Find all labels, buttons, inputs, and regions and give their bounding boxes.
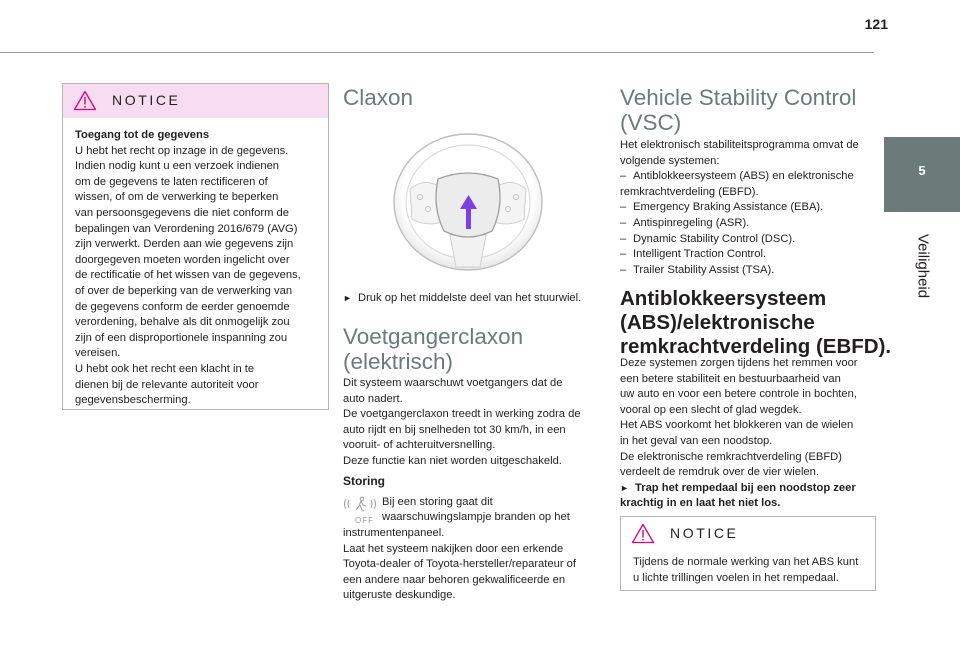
notice-header [63,84,328,118]
vsc-description [620,138,876,278]
notice-line: de gegevens conform de eerder genoemde [75,300,290,313]
abs-action-text: Trap het rempedaal bij een noodstop zeer [635,481,856,494]
vsc-heading-line: Vehicle Stability Control [620,85,857,110]
fault-line: waarschuwingslampje branden op het [382,511,570,523]
fault-description [343,526,605,604]
abs-heading-line: Antiblokkeersysteem [620,287,827,310]
vsc-list-item [620,216,876,232]
pedestrian-line: Deze functie kan niet worden uitgeschakeld. [343,454,562,467]
warning-icon [631,523,655,544]
pedestrian-line: auto rijdt en bij snelheden tot 30 km/h, in een [343,423,566,436]
pedestrian-heading [343,324,523,374]
vsc-list-item-continued: remkrachtverdeling (EBFD). [620,185,759,198]
claxon-instruction-text: Druk op het middelste deel van het stuurwiel. [358,292,582,304]
arrow-bullet-icon: ► [620,482,629,493]
top-rule [0,52,874,53]
chapter-number: 5 [918,163,926,178]
abs-heading-line: remkrachtverdeling (EBFD). [620,335,892,358]
fault-desc-line: Toyota-dealer of Toyota-hersteller/reparateur of [343,558,576,571]
notice-title: NOTICE [670,525,739,541]
claxon-instruction [343,291,620,307]
claxon-heading: Claxon [343,85,414,110]
notice-line: U hebt het recht op inzage in de gegevens. [75,144,289,157]
vsc-item-text: Antiblokkeersysteem (ABS) en elektronische [633,170,854,183]
notice-line: u lichte trillingen voelen in het rempedaal. [633,571,839,584]
pedestrian-heading-line: Voetgangerclaxon [343,324,524,349]
fault-heading: Storing [343,474,385,488]
pedestrian-warning-lamp-icon [343,496,377,525]
fault-desc-line: Laat het systeem nakijken door een erkende [343,542,564,555]
pedestrian-line: De voetgangerclaxon treedt in werking zodra de [343,408,581,421]
dash-bullet: – [620,263,627,276]
notice-line: Tijdens de normale werking van het ABS kunt [633,556,859,568]
vsc-intro-line: volgende systemen: [620,154,720,167]
vsc-list-item [620,232,876,248]
notice-line: gegevensbescherming. [75,394,191,407]
chapter-tab[interactable] [884,137,960,212]
warning-icon [73,90,97,111]
notice-line: vereisen. [75,347,121,360]
vsc-item-text: Antispinregeling (ASR). [633,216,750,229]
dash-bullet: – [620,232,627,245]
pedestrian-line: Dit systeem waarschuwt voetgangers dat de [343,377,563,389]
pedestrian-line: vooruit- of achteruitversnelling. [343,439,496,452]
pedestrian-sound-icon [343,496,377,512]
notice-line: van persoonsgegevens die niet conform de [75,206,289,219]
steering-wheel-illustration [380,127,550,277]
dash-bullet: – [620,201,627,214]
abs-line: vooral op een slecht of glad wegdek. [620,403,802,416]
vsc-item-text: Intelligent Traction Control. [633,248,767,261]
notice-line: wissen, of om de verwerking te beperken [75,191,279,204]
notice-line: dienen bij de relevante autoriteit voor [75,378,259,391]
page-number: 121 [864,16,888,32]
dash-bullet: – [620,248,627,261]
notice-body [621,551,875,594]
notice-line: Indien nodig kunt u een verzoek indienen [75,160,280,173]
notice-lead: Toegang tot de gegevens [75,129,210,141]
vsc-item-text: Emergency Braking Assistance (EBA). [633,201,824,214]
vsc-heading-line: (VSC) [620,110,682,135]
notice-line: U hebt ook het recht een klacht in te [75,362,255,375]
abs-heading-line: (ABS)/elektronische [620,311,815,334]
notice-line: bepalingen van Verordening 2016/679 (AVG) [75,222,298,235]
abs-line: een betere stabiliteit en bestuurbaarheid van [620,372,841,385]
notice-box-abs-vibration [620,516,876,591]
notice-line: zijn of een disproportionele inspanning zou [75,331,288,344]
abs-line: in het geval van een noodstop. [620,434,773,447]
chapter-label [908,221,938,311]
notice-line: doorgegeven moeten worden ingelicht over [75,253,290,266]
dash-bullet: – [620,170,627,183]
abs-line: uw auto en voor een betere controle in bochten, [620,388,857,401]
notice-body [63,118,328,417]
notice-box-data-access [62,83,329,410]
abs-action [620,481,876,497]
abs-line: Het ABS voorkomt het blokkeren van de wielen [620,419,854,432]
notice-title: NOTICE [112,92,181,108]
notice-line: de rectificatie of het wissen van de gegevens, [75,269,301,282]
abs-heading [620,287,891,359]
vsc-list-item [620,247,876,263]
fault-desc-line: uitgeruste deskundige. [343,589,456,602]
vsc-heading [620,85,856,135]
abs-line: verdeelt de remdruk over de vier wielen. [620,466,819,479]
vsc-item-text: Trailer Stability Assist (TSA). [633,263,775,276]
chapter-label-text: Veiligheid [914,233,932,299]
fault-desc-line: instrumentenpaneel. [343,527,445,539]
pedestrian-line: auto nadert. [343,392,403,405]
notice-line: zijn verwerkt. Derden aan wie gegevens zijn [75,238,294,251]
notice-header [621,517,875,551]
notice-line: verordening, behalve als dit onmogelijk zou [75,316,290,329]
abs-line: Deze systemen zorgen tijdens het remmen voor [620,357,858,369]
notice-line: of over de beperking van de verwerking van [75,284,293,297]
abs-action-text: krachtig in en laat het niet los. [620,497,781,510]
vsc-list-item [620,200,876,216]
vsc-item-text: Dynamic Stability Control (DSC). [633,232,796,245]
abs-action-continued [620,496,876,512]
pedestrian-heading-line: (elektrisch) [343,349,454,374]
abs-line: De elektronische remkrachtverdeling (EBFD) [620,450,842,463]
abs-description [620,356,876,512]
arrow-bullet-icon: ► [343,293,352,303]
vsc-list-item [620,169,876,185]
notice-line: om de gegevens te laten rectificeren of [75,175,268,188]
dash-bullet: – [620,216,627,229]
fault-desc-line: een andere naar behoren gekwalificeerde en [343,573,566,586]
vsc-list-item [620,263,876,279]
lamp-off-label: OFF [355,516,374,525]
vsc-intro-line: Het elektronisch stabiliteitsprogramma omvat de [620,139,859,151]
fault-line: Bij een storing gaat dit [382,496,493,508]
pedestrian-description [343,376,605,470]
